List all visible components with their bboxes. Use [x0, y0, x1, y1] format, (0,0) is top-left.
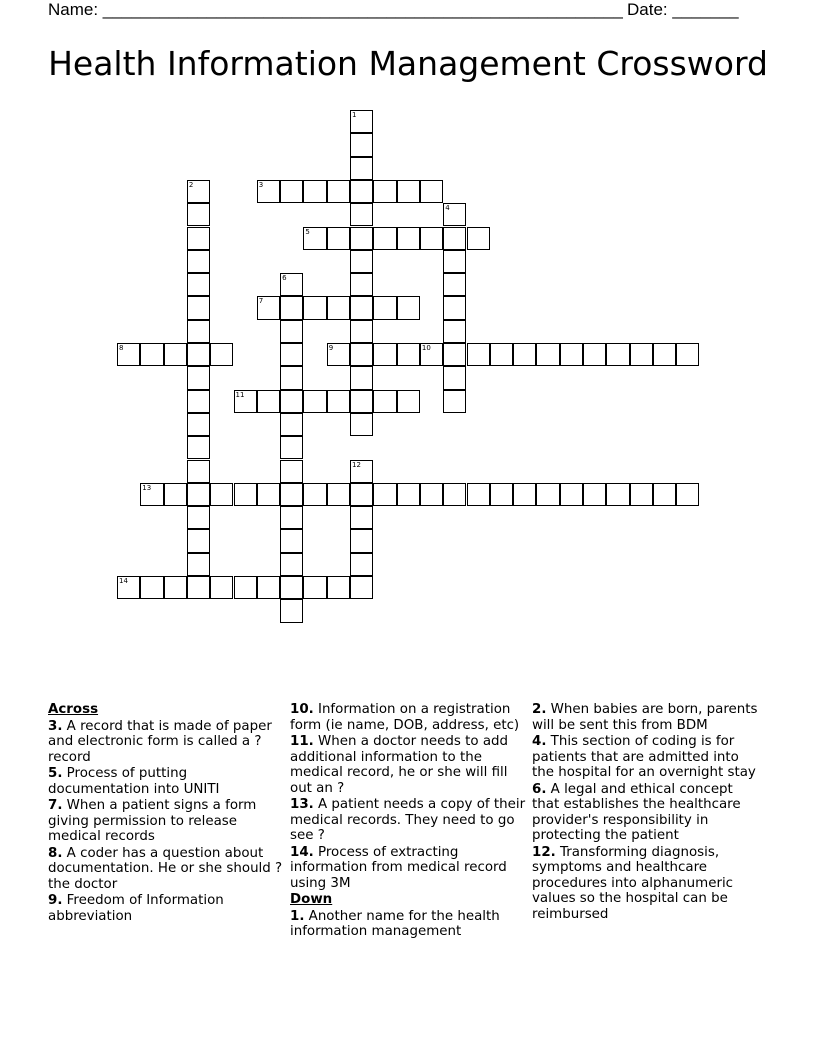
grid-cell[interactable] — [397, 483, 420, 506]
grid-cell[interactable] — [490, 343, 513, 366]
grid-cell[interactable] — [420, 180, 443, 203]
down-clue-list-continued — [532, 702, 762, 922]
grid-cell[interactable] — [210, 483, 233, 506]
grid-cell[interactable] — [303, 227, 326, 250]
clue-number: 13 — [142, 483, 152, 492]
grid-cell[interactable] — [280, 529, 303, 552]
grid-cell[interactable] — [443, 343, 466, 366]
clue-item-number: 8. — [48, 845, 63, 861]
clue-item-text: When a doctor needs to add additional information to the medical record, he or she will fill out an ? — [290, 734, 509, 796]
grid-cell[interactable] — [536, 483, 559, 506]
clue-item-number: 12. — [532, 844, 556, 860]
clue-item — [532, 845, 762, 923]
grid-cell[interactable] — [257, 296, 280, 319]
clue-number: 1 — [352, 111, 357, 119]
grid-cell[interactable] — [513, 343, 536, 366]
name-field-label: Name: _______________________________________________________ — [48, 0, 623, 19]
grid-cell[interactable] — [373, 296, 396, 319]
date-field-label: Date: _______ — [627, 0, 739, 19]
clue-item-number: 1. — [290, 908, 305, 924]
clue-item-text: A record that is made of paper and electronic form is called a ? record — [48, 718, 272, 765]
grid-cell[interactable] — [257, 390, 280, 413]
across-clue-list — [48, 719, 284, 925]
grid-cell[interactable] — [373, 483, 396, 506]
grid-cell[interactable] — [606, 483, 629, 506]
grid-cell[interactable] — [257, 576, 280, 599]
grid-cell[interactable] — [187, 436, 210, 459]
grid-cell[interactable] — [257, 483, 280, 506]
clue-item-text: Freedom of Information abbreviation — [48, 893, 224, 924]
clue-number: 14 — [119, 577, 128, 585]
clue-number: 4 — [445, 204, 450, 213]
grid-cell[interactable] — [280, 599, 303, 622]
grid-cell[interactable] — [443, 390, 466, 413]
grid-cell[interactable] — [327, 343, 350, 366]
grid-cell[interactable] — [536, 343, 559, 366]
grid-cell[interactable] — [630, 483, 653, 506]
grid-cell[interactable] — [676, 483, 699, 506]
grid-cell[interactable] — [327, 296, 350, 319]
grid-cell[interactable] — [187, 250, 210, 273]
clue-item-text: A coder has a question about documentation. He or she should ? the doctor — [48, 845, 283, 892]
grid-cell[interactable] — [350, 343, 373, 366]
clue-item-text: When a patient signs a form giving permission to release medical records — [48, 798, 257, 844]
clue-item — [48, 846, 284, 893]
down-heading: Down — [290, 892, 333, 907]
across-clue-list-continued — [290, 702, 526, 891]
grid-cell[interactable] — [653, 483, 676, 506]
clue-item-text: Process of extracting information from medical record using 3M — [290, 844, 507, 891]
grid-cell[interactable] — [373, 390, 396, 413]
grid-cell[interactable] — [187, 273, 210, 296]
grid-cell[interactable] — [164, 576, 187, 599]
grid-cell[interactable] — [467, 483, 490, 506]
grid-cell[interactable] — [187, 366, 210, 389]
grid-cell[interactable] — [187, 227, 210, 250]
grid-cell[interactable] — [350, 529, 373, 552]
grid-cell[interactable] — [443, 483, 466, 506]
grid-cell[interactable] — [187, 320, 210, 343]
grid-cell[interactable] — [303, 296, 326, 319]
grid-cell[interactable] — [280, 390, 303, 413]
grid-cell[interactable] — [280, 343, 303, 366]
clue-item-text: Information on a registration form (ie name, DOB, address, etc) — [290, 702, 520, 733]
across-heading: Across — [48, 702, 99, 717]
down-clue-list — [290, 909, 526, 940]
clue-item — [48, 719, 284, 766]
grid-cell[interactable] — [117, 343, 140, 366]
clue-item — [532, 782, 762, 844]
clue-item-text: Process of putting documentation into UNITI — [48, 766, 220, 797]
grid-cell[interactable] — [303, 483, 326, 506]
grid-cell[interactable] — [350, 506, 373, 529]
grid-cell[interactable] — [350, 250, 373, 273]
clue-number: 2 — [188, 180, 194, 189]
grid-cell[interactable] — [490, 483, 513, 506]
grid-cell[interactable] — [187, 483, 210, 506]
clue-item-text: This section of coding is for patients that are admitted into the hospital for an overnight stay — [532, 734, 756, 780]
grid-cell[interactable] — [606, 343, 629, 366]
clue-number: 10 — [421, 344, 431, 352]
grid-cell[interactable] — [234, 483, 257, 506]
grid-cell[interactable] — [187, 413, 210, 436]
grid-cell[interactable] — [397, 296, 420, 319]
grid-cell[interactable] — [117, 576, 140, 599]
clue-item-number: 11. — [290, 734, 314, 749]
grid-cell[interactable] — [187, 576, 210, 599]
clue-item-number: 14. — [290, 844, 314, 860]
grid-cell[interactable] — [140, 343, 163, 366]
grid-cell[interactable] — [350, 320, 373, 343]
grid-cell[interactable] — [443, 250, 466, 273]
clue-item-number: 10. — [290, 702, 314, 717]
clue-item-number: 9. — [48, 893, 63, 908]
clue-item — [290, 734, 526, 796]
grid-cell[interactable] — [560, 483, 583, 506]
grid-cell[interactable] — [653, 343, 676, 366]
grid-cell[interactable] — [583, 343, 606, 366]
grid-cell[interactable] — [676, 343, 699, 366]
grid-cell[interactable] — [210, 576, 233, 599]
grid-cell[interactable] — [280, 273, 303, 296]
clue-item-number: 6. — [532, 781, 547, 797]
clue-number: 8 — [119, 344, 124, 352]
clue-item-number: 2. — [532, 702, 547, 717]
clue-item — [290, 797, 526, 844]
clue-item — [48, 766, 284, 797]
clue-item — [48, 798, 284, 845]
grid-cell[interactable] — [303, 180, 326, 203]
clues-column-1 — [48, 702, 284, 925]
clue-number: 3 — [258, 180, 264, 189]
grid-cell[interactable] — [187, 203, 210, 226]
clue-number: 9 — [328, 344, 334, 352]
grid-cell[interactable] — [187, 506, 210, 529]
grid-cell[interactable] — [280, 296, 303, 319]
clue-item-text: Transforming diagnosis, symptoms and healthcare procedures into alphanumeric values so the hospital can be reimbursed — [532, 844, 734, 922]
clue-item — [532, 702, 762, 733]
grid-cell[interactable] — [420, 343, 443, 366]
grid-cell[interactable] — [443, 203, 466, 226]
grid-cell[interactable] — [327, 227, 350, 250]
clue-item — [290, 702, 526, 733]
grid-cell[interactable] — [443, 296, 466, 319]
grid-cell[interactable] — [327, 390, 350, 413]
grid-cell[interactable] — [140, 483, 163, 506]
clue-item — [290, 909, 526, 940]
grid-cell[interactable] — [350, 413, 373, 436]
grid-cell[interactable] — [280, 553, 303, 576]
clue-number: 12 — [352, 460, 361, 469]
clue-number: 5 — [305, 227, 310, 236]
grid-cell[interactable] — [397, 390, 420, 413]
clue-item-number: 4. — [532, 734, 547, 749]
grid-cell[interactable] — [210, 343, 233, 366]
grid-cell[interactable] — [164, 483, 187, 506]
grid-cell[interactable] — [373, 227, 396, 250]
grid-cell[interactable] — [350, 133, 373, 156]
clue-item-text: A legal and ethical concept that establishes the healthcare provider's responsibility in protecting the patient — [532, 781, 741, 843]
grid-cell[interactable] — [234, 390, 257, 413]
grid-cell[interactable] — [467, 227, 490, 250]
grid-cell[interactable] — [443, 366, 466, 389]
grid-cell[interactable] — [280, 413, 303, 436]
grid-cell[interactable] — [187, 296, 210, 319]
clue-item-number: 5. — [48, 766, 63, 781]
clue-item-number: 13. — [290, 797, 314, 812]
page-title: Health Information Management Crossword — [48, 44, 768, 83]
grid-cell[interactable] — [187, 529, 210, 552]
grid-cell[interactable] — [303, 576, 326, 599]
grid-cell[interactable] — [350, 157, 373, 180]
grid-cell[interactable] — [280, 506, 303, 529]
grid-cell[interactable] — [327, 180, 350, 203]
grid-cell[interactable] — [443, 273, 466, 296]
grid-cell[interactable] — [443, 227, 466, 250]
grid-cell[interactable] — [467, 343, 490, 366]
grid-cell[interactable] — [327, 576, 350, 599]
grid-cell[interactable] — [187, 343, 210, 366]
grid-cell[interactable] — [350, 390, 373, 413]
grid-cell[interactable] — [373, 180, 396, 203]
clue-item-text: A patient needs a copy of their medical records. They need to go see ? — [290, 797, 526, 843]
grid-cell[interactable] — [630, 343, 653, 366]
grid-cell[interactable] — [420, 483, 443, 506]
grid-cell[interactable] — [350, 483, 373, 506]
grid-cell[interactable] — [140, 576, 163, 599]
clue-item-number: 7. — [48, 798, 63, 813]
grid-cell[interactable] — [513, 483, 536, 506]
grid-cell[interactable] — [397, 227, 420, 250]
clue-item — [290, 845, 526, 892]
grid-cell[interactable] — [280, 180, 303, 203]
grid-cell[interactable] — [350, 203, 373, 226]
grid-cell[interactable] — [280, 366, 303, 389]
grid-cell[interactable] — [187, 460, 210, 483]
grid-cell[interactable] — [257, 180, 280, 203]
clues-column-2 — [290, 702, 526, 941]
grid-cell[interactable] — [234, 576, 257, 599]
grid-cell[interactable] — [303, 390, 326, 413]
clue-item — [48, 893, 284, 924]
grid-cell[interactable] — [350, 553, 373, 576]
grid-cell[interactable] — [420, 227, 443, 250]
clue-item-text: When babies are born, parents will be sent this from BDM — [532, 702, 758, 733]
grid-cell[interactable] — [164, 343, 187, 366]
grid-cell[interactable] — [583, 483, 606, 506]
clues-column-3 — [532, 702, 762, 923]
grid-cell[interactable] — [443, 320, 466, 343]
grid-cell[interactable] — [350, 296, 373, 319]
grid-cell[interactable] — [187, 390, 210, 413]
grid-cell[interactable] — [280, 483, 303, 506]
grid-cell[interactable] — [560, 343, 583, 366]
grid-cell[interactable] — [350, 576, 373, 599]
grid-cell[interactable] — [187, 180, 210, 203]
grid-cell[interactable] — [350, 110, 373, 133]
clue-item-text: Another name for the health information management — [290, 908, 500, 939]
grid-cell[interactable] — [397, 180, 420, 203]
clue-number: 11 — [235, 390, 245, 399]
grid-cell[interactable] — [350, 180, 373, 203]
clue-item-number: 3. — [48, 718, 63, 734]
clue-number: 6 — [282, 274, 287, 283]
grid-cell[interactable] — [280, 436, 303, 459]
grid-cell[interactable] — [280, 576, 303, 599]
grid-cell[interactable] — [280, 460, 303, 483]
grid-cell[interactable] — [350, 460, 373, 483]
grid-cell[interactable] — [350, 366, 373, 389]
grid-cell[interactable] — [187, 553, 210, 576]
clue-item — [532, 734, 762, 781]
grid-cell[interactable] — [280, 320, 303, 343]
grid-cell[interactable] — [350, 227, 373, 250]
grid-cell[interactable] — [373, 343, 396, 366]
clue-number: 7 — [258, 297, 264, 306]
grid-cell[interactable] — [327, 483, 350, 506]
grid-cell[interactable] — [350, 273, 373, 296]
grid-cell[interactable] — [397, 343, 420, 366]
